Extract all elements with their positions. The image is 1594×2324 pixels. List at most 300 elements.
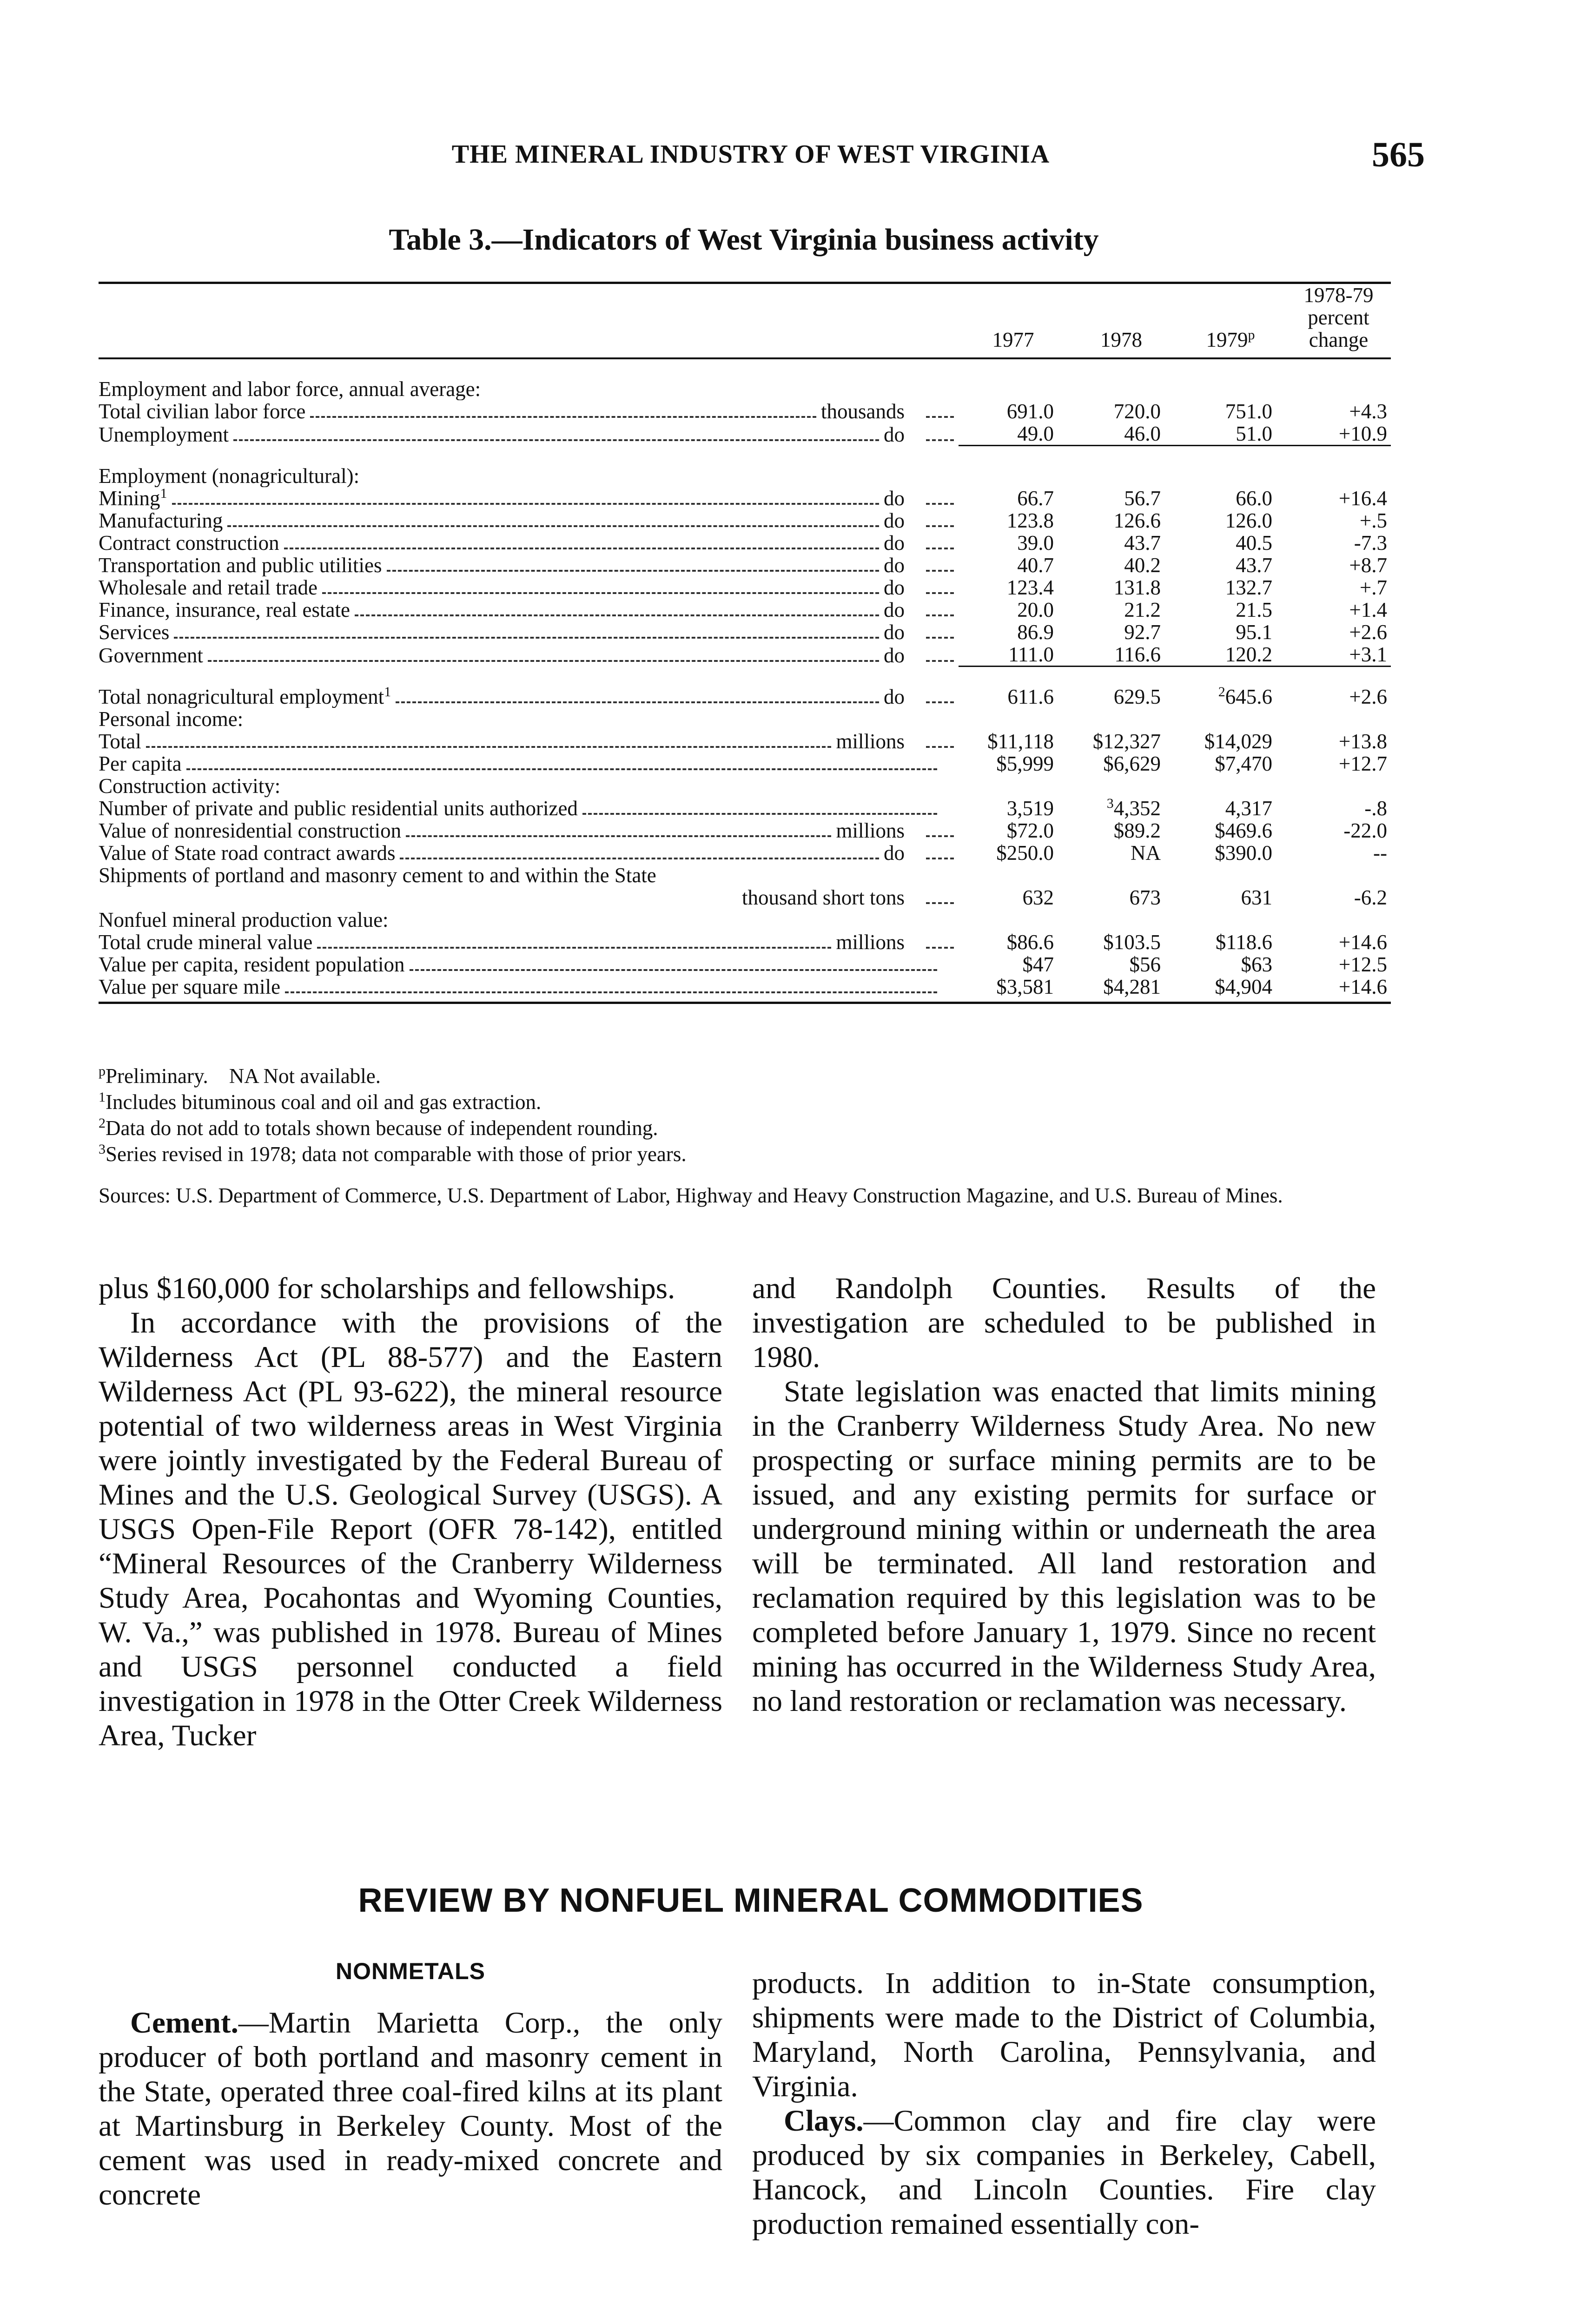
row-label-text: Finance, insurance, real estate	[99, 599, 350, 621]
row-unit: millions	[836, 931, 905, 953]
leader-dots	[926, 660, 954, 662]
change-text: +12.7	[1338, 753, 1387, 775]
value-cell	[959, 953, 1068, 976]
section-label: Construction activity:	[99, 775, 281, 797]
value-text: $63	[1241, 953, 1272, 976]
change-cell	[1286, 953, 1391, 976]
leader-dots	[387, 570, 879, 572]
table-row	[99, 797, 1391, 819]
footnote	[99, 1063, 1400, 1089]
change-cell	[1286, 976, 1391, 1003]
body-column-left-top	[99, 1271, 722, 1753]
row-label-text: Total	[99, 730, 141, 753]
row-label-line	[99, 644, 959, 667]
value-cell	[959, 753, 1068, 775]
table-header-row	[99, 283, 1391, 359]
value-text: 86.9	[1017, 621, 1054, 643]
row-label-text: Total crude mineral value	[99, 931, 313, 953]
value-cell	[1175, 643, 1286, 667]
value-text: 51.0	[1236, 423, 1272, 445]
value-cell	[1068, 599, 1175, 621]
header-change: 1978-79 percent change	[1303, 284, 1374, 351]
value-cell	[959, 487, 1068, 509]
paragraph: and Randolph Counties. Results of the investigation are scheduled to be published in 1980.	[752, 1272, 1376, 1374]
value-cell	[1068, 864, 1175, 909]
leader-dots	[396, 701, 879, 703]
leader-dots	[926, 701, 954, 703]
change-text: -6.2	[1354, 886, 1387, 909]
value-cell	[1068, 532, 1175, 554]
value-cell	[959, 621, 1068, 643]
row-label	[99, 753, 182, 775]
row-label	[99, 686, 391, 708]
paragraph: In accordance with the provisions of the Wilderness Act (PL 88-577) and the Eastern Wilderness Act (PL 93-622), the mineral resource potential of two wilderness areas in West Virginia were jointly investigated by the Federal Bureau of Mines and the U.S. Geological Survey (USGS). A USGS Open-File Report (OFR 78-142), entitled “Mineral Resources of the Cranberry Wilderness Study Area, Pocahontas and Wyoming Counties, W. Va.,” was published in 1978. Bureau of Mines and USGS personnel conducted a field investigation in 1978 in the Otter Creek Wilderness Area, Tucker	[99, 1306, 722, 1752]
run-in-heading: Clays.	[784, 2104, 864, 2138]
leader-dots	[174, 637, 879, 639]
value-cell	[959, 864, 1068, 909]
footnote	[99, 1089, 1400, 1115]
change-text: +.5	[1359, 509, 1387, 532]
row-label-line	[99, 797, 959, 819]
section-label: Employment and labor force, annual average:	[99, 378, 481, 400]
footnote-text: Series revised in 1978; data not comparable with those of prior years.	[106, 1142, 687, 1166]
leader-dots	[926, 439, 954, 441]
change-text: +2.6	[1349, 686, 1387, 708]
value-text: 39.0	[1017, 532, 1054, 554]
value-cell	[1068, 953, 1175, 976]
value-text: $11,118	[987, 730, 1054, 753]
run-in-heading: Cement.	[130, 2006, 238, 2040]
header-1977: 1977	[992, 328, 1034, 351]
leader-dots	[186, 768, 937, 770]
value-cell	[1175, 599, 1286, 621]
body-column-left-bottom	[99, 2006, 722, 2212]
row-label-text: Manufacturing	[99, 509, 223, 532]
value-cell	[1175, 953, 1286, 976]
row-label-cell	[99, 621, 959, 643]
value-cell	[1175, 864, 1286, 909]
value-cell	[1068, 686, 1175, 708]
row-label	[99, 554, 382, 576]
paragraph	[752, 2104, 1376, 2241]
table-footnotes	[99, 1063, 1400, 1167]
value-cell	[1068, 576, 1175, 599]
change-cell	[1286, 686, 1391, 708]
value-text: $469.6	[1215, 819, 1272, 842]
row-label	[99, 953, 405, 976]
leader-dots	[310, 416, 816, 418]
row-label-text: Services	[99, 621, 170, 643]
row-label-text: Per capita	[99, 753, 182, 775]
change-text: +10.9	[1338, 423, 1387, 445]
change-text: +14.6	[1338, 931, 1387, 953]
value-cell	[1175, 532, 1286, 554]
leader-dots	[926, 592, 954, 594]
change-text: +.7	[1359, 576, 1387, 599]
value-text: 611.6	[1007, 686, 1054, 708]
value-text: 66.7	[1017, 487, 1054, 509]
value-text: $56	[1129, 953, 1161, 976]
row-label-cell	[99, 509, 959, 532]
leader-dots	[406, 835, 831, 837]
row-unit: do	[884, 842, 905, 864]
value-text: 720.0	[1113, 400, 1161, 423]
value-text: $103.5	[1103, 931, 1161, 953]
row-label-cell	[99, 953, 959, 976]
table-row	[99, 953, 1391, 976]
table-row	[99, 621, 1391, 643]
row-label-cell	[99, 753, 959, 775]
value-cell	[1175, 423, 1286, 446]
row-label-line	[99, 423, 959, 446]
leader-dots	[926, 637, 954, 639]
value-cell	[959, 797, 1068, 819]
change-text: -7.3	[1354, 532, 1387, 554]
change-cell	[1286, 842, 1391, 864]
value-cell	[1175, 554, 1286, 576]
change-cell	[1286, 797, 1391, 819]
table-row	[99, 643, 1391, 667]
leader-dots	[926, 947, 954, 949]
table-row	[99, 842, 1391, 864]
footnote-mark: 1	[99, 1089, 106, 1105]
row-label	[99, 819, 401, 842]
row-unit: do	[884, 554, 905, 576]
table-row	[99, 509, 1391, 532]
value-cell	[959, 554, 1068, 576]
value-cell	[959, 423, 1068, 446]
value-cell	[959, 599, 1068, 621]
value-text: 632	[1022, 886, 1054, 909]
section-label: Personal income:	[99, 708, 244, 730]
change-text: --	[1373, 842, 1387, 864]
row-label-cell	[99, 487, 959, 509]
value-cell	[959, 643, 1068, 667]
value-cell	[1068, 976, 1175, 1003]
change-cell	[1286, 864, 1391, 909]
subheading: NONMETALS	[336, 1958, 485, 1984]
row-unit: do	[884, 599, 905, 621]
footnote-mark: p	[99, 1063, 106, 1079]
row-label	[99, 976, 280, 998]
change-text: +3.1	[1349, 643, 1387, 666]
row-unit: millions	[836, 819, 905, 842]
body-column-right-bottom	[752, 1966, 1376, 2241]
row-unit: thousands	[821, 400, 905, 423]
footnote-text: Data do not add to totals shown because of independent rounding.	[106, 1116, 658, 1140]
row-label-line	[99, 819, 959, 842]
value-text: 673	[1129, 886, 1161, 909]
value-text: $390.0	[1215, 842, 1272, 864]
row-unit: do	[884, 487, 905, 509]
row-label-cell	[99, 400, 959, 423]
value-cell	[1068, 931, 1175, 953]
row-label-text: Value per capita, resident population	[99, 953, 405, 976]
row-label-line	[99, 621, 959, 643]
value-text: 40.7	[1017, 554, 1054, 576]
row-label-text: Transportation and public utilities	[99, 554, 382, 576]
section-row	[99, 775, 1391, 797]
row-label	[99, 730, 141, 753]
change-text: +12.5	[1338, 953, 1387, 976]
change-cell	[1286, 532, 1391, 554]
section-label: Employment (nonagricultural):	[99, 465, 360, 487]
footnote	[99, 1141, 1400, 1167]
change-cell	[1286, 487, 1391, 509]
value-text: 629.5	[1113, 686, 1161, 708]
change-text: +8.7	[1349, 554, 1387, 576]
table-row	[99, 487, 1391, 509]
row-label-line	[99, 509, 959, 532]
row-unit: do	[884, 576, 905, 599]
section-heading: REVIEW BY NONFUEL MINERAL COMMODITIES	[358, 1882, 1144, 1919]
value-cell	[959, 532, 1068, 554]
value-text: 120.2	[1225, 643, 1272, 666]
row-label-line	[99, 931, 959, 953]
value-text: $6,629	[1103, 753, 1161, 775]
row-label-line	[99, 487, 959, 509]
footnote-mark: 3	[99, 1142, 106, 1157]
value-text: 123.8	[1006, 509, 1054, 532]
value-sup: 3	[1106, 797, 1114, 811]
value-cell	[959, 819, 1068, 842]
row-label	[99, 532, 279, 554]
value-text: 132.7	[1225, 576, 1272, 599]
row-label-text: Number of private and public residential units authorized	[99, 797, 578, 819]
change-text: +2.6	[1349, 621, 1387, 643]
table-row	[99, 730, 1391, 753]
row-label: Shipments of portland and masonry cement to and within the State	[99, 864, 656, 887]
leader-dots	[926, 614, 954, 616]
value-text: 46.0	[1124, 423, 1161, 445]
change-cell	[1286, 599, 1391, 621]
value-text: 4,317	[1225, 797, 1272, 819]
value-cell	[959, 976, 1068, 1003]
value-cell	[1175, 976, 1286, 1003]
row-label-cell	[99, 976, 959, 1003]
row-label-text: Unemployment	[99, 423, 229, 446]
table-row	[99, 599, 1391, 621]
value-cell	[1068, 509, 1175, 532]
value-text: 95.1	[1236, 621, 1272, 643]
value-cell	[1068, 819, 1175, 842]
footnote	[99, 1115, 1400, 1141]
value-cell	[1175, 509, 1286, 532]
value-text: $4,281	[1103, 976, 1161, 998]
value-cell	[1175, 487, 1286, 509]
row-label-text: Mining	[99, 487, 160, 509]
row-label	[99, 487, 167, 509]
value-cell	[959, 576, 1068, 599]
header-1978: 1978	[1100, 328, 1142, 351]
row-unit: do	[884, 423, 905, 446]
value-text: $5,999	[996, 753, 1054, 775]
value-text: $47	[1022, 953, 1054, 976]
header-1979	[1175, 283, 1286, 359]
table-title: Table 3.—Indicators of West Virginia business activity	[389, 223, 1099, 257]
leader-dots	[926, 746, 954, 748]
value-cell	[1068, 621, 1175, 643]
value-text: 21.5	[1236, 599, 1272, 621]
leader-dots	[926, 525, 954, 527]
table-row	[99, 554, 1391, 576]
row-label-cell	[99, 864, 959, 909]
paragraph-text: —Common clay and fire clay were produced by six companies in Berkeley, Cabell, Hancock, and Lincoln Counties. Fire clay production remained essentially con-	[752, 2104, 1376, 2241]
section-row	[99, 378, 1391, 400]
value-cell	[1068, 554, 1175, 576]
value-text: 56.7	[1124, 487, 1161, 509]
change-cell	[1286, 730, 1391, 753]
value-text: 126.6	[1113, 509, 1161, 532]
row-label	[99, 576, 317, 599]
value-text: 645.6	[1225, 686, 1272, 708]
row-label-sup: 1	[384, 686, 391, 700]
value-cell	[1175, 819, 1286, 842]
row-label-text: Total civilian labor force	[99, 400, 306, 423]
row-label	[99, 797, 578, 819]
leader-dots	[146, 746, 832, 748]
value-text: 21.2	[1124, 599, 1161, 621]
row-label-line	[99, 953, 959, 976]
row-label	[99, 423, 229, 446]
leader-dots	[926, 902, 954, 904]
value-cell	[1068, 842, 1175, 864]
value-cell	[959, 400, 1068, 423]
row-label-text: Contract construction	[99, 532, 279, 554]
paragraph: State legislation was enacted that limits mining in the Cranberry Wilderness Study Area. No new prospecting or surface mining permits are to be issued, and any existing permits for surface or underground mining within or underneath the area will be terminated. All land restoration and reclamation required by this legislation was to be completed before January 1, 1979. Since no recent mining has occurred in the Wilderness Study Area, no land restoration or reclamation was necessary.	[752, 1375, 1376, 1718]
row-unit: do	[884, 621, 905, 643]
value-text: 20.0	[1017, 599, 1054, 621]
table-row	[99, 864, 1391, 909]
row-label-line	[99, 842, 959, 864]
value-text: 92.7	[1124, 621, 1161, 643]
row-label-line	[99, 532, 959, 554]
change-cell	[1286, 643, 1391, 667]
value-text: 3,519	[1006, 797, 1054, 819]
value-cell	[959, 509, 1068, 532]
row-label-line	[99, 400, 959, 423]
row-label-cell	[99, 532, 959, 554]
value-cell	[959, 842, 1068, 864]
value-text: $12,327	[1092, 730, 1161, 753]
row-unit: millions	[836, 730, 905, 753]
value-text: 66.0	[1236, 487, 1272, 509]
table-row	[99, 532, 1391, 554]
value-text: 111.0	[1008, 643, 1054, 666]
table-row	[99, 400, 1391, 423]
leader-dots	[233, 439, 879, 441]
value-text: 49.0	[1017, 423, 1054, 445]
change-cell	[1286, 423, 1391, 446]
footnote-mark: 2	[99, 1116, 106, 1131]
table-row	[99, 753, 1391, 775]
leader-dots	[926, 503, 954, 505]
leader-dots	[400, 858, 879, 859]
value-cell	[1175, 686, 1286, 708]
paragraph-text: —Martin Marietta Corp., the only producer of both portland and masonry cement in the State, operated three coal-fired kilns at its plant at Martinsburg in Berkeley County. Most of the cement was used in ready-mixed concrete and concrete	[99, 2006, 722, 2212]
row-label-cell	[99, 797, 959, 819]
value-text: $86.6	[1006, 931, 1054, 953]
row-label-line	[99, 576, 959, 599]
leader-dots	[317, 947, 831, 949]
value-text: 631	[1241, 886, 1272, 909]
change-text: +13.8	[1338, 730, 1387, 753]
leader-dots	[926, 858, 954, 859]
leader-dots	[926, 416, 954, 418]
row-unit: do	[884, 509, 905, 532]
leader-dots	[322, 592, 879, 594]
table-sources: Sources: U.S. Department of Commerce, U.S. Department of Labor, Highway and Heavy Construction Magazine, and U.S. Bureau of Mines.	[99, 1184, 1283, 1207]
body-column-right-top	[752, 1271, 1376, 1718]
value-cell	[959, 730, 1068, 753]
value-text: $4,904	[1215, 976, 1272, 998]
row-label-line	[99, 730, 959, 753]
page-number: 565	[1372, 135, 1425, 174]
running-head: THE MINERAL INDUSTRY OF WEST VIRGINIA	[451, 140, 1050, 169]
value-cell	[1068, 423, 1175, 446]
header-1979-year: 1979	[1206, 328, 1248, 351]
paragraph: products. In addition to in-State consumption, shipments were made to the District of Columbia, Maryland, North Carolina, Pennsylvania, and Virginia.	[752, 1967, 1376, 2103]
row-label-cell	[99, 730, 959, 753]
value-text: $250.0	[996, 842, 1054, 864]
value-cell	[1068, 487, 1175, 509]
change-text: +4.3	[1349, 400, 1387, 423]
section-label: Nonfuel mineral production value:	[99, 909, 389, 931]
value-text: $72.0	[1006, 819, 1054, 842]
change-text: -22.0	[1343, 819, 1387, 842]
row-label-cell	[99, 819, 959, 842]
value-text: 751.0	[1225, 400, 1272, 423]
value-text: 126.0	[1225, 509, 1272, 532]
leader-dots	[926, 548, 954, 549]
row-label	[99, 509, 223, 532]
value-text: 116.6	[1114, 643, 1161, 666]
value-text: $7,470	[1215, 753, 1272, 775]
change-cell	[1286, 509, 1391, 532]
leader-dots	[172, 503, 879, 505]
value-cell	[959, 686, 1068, 708]
row-label	[99, 599, 350, 621]
value-text: $89.2	[1113, 819, 1161, 842]
leader-dots	[285, 991, 937, 993]
change-cell	[1286, 931, 1391, 953]
header-1979-sup: p	[1248, 327, 1255, 343]
row-label-text: Government	[99, 643, 203, 667]
row-label-line	[99, 554, 959, 576]
table-row	[99, 819, 1391, 842]
row-label	[99, 400, 305, 423]
value-cell	[1068, 797, 1175, 819]
row-label-cell	[99, 423, 959, 446]
row-label-line	[99, 976, 959, 998]
change-text: -.8	[1364, 797, 1387, 819]
row-unit: thousand short tons	[741, 886, 905, 909]
change-cell	[1286, 753, 1391, 775]
value-cell	[1175, 931, 1286, 953]
row-label-text: Wholesale and retail trade	[99, 576, 318, 599]
change-cell	[1286, 554, 1391, 576]
value-cell	[1068, 730, 1175, 753]
value-cell	[959, 931, 1068, 953]
leader-dots	[410, 969, 937, 971]
business-activity-table	[99, 282, 1391, 1004]
value-cell	[1175, 842, 1286, 864]
value-cell	[1175, 730, 1286, 753]
value-text: 4,352	[1113, 797, 1161, 819]
change-cell	[1286, 621, 1391, 643]
row-label-text: Value per square mile	[99, 976, 281, 998]
row-label	[99, 842, 395, 864]
